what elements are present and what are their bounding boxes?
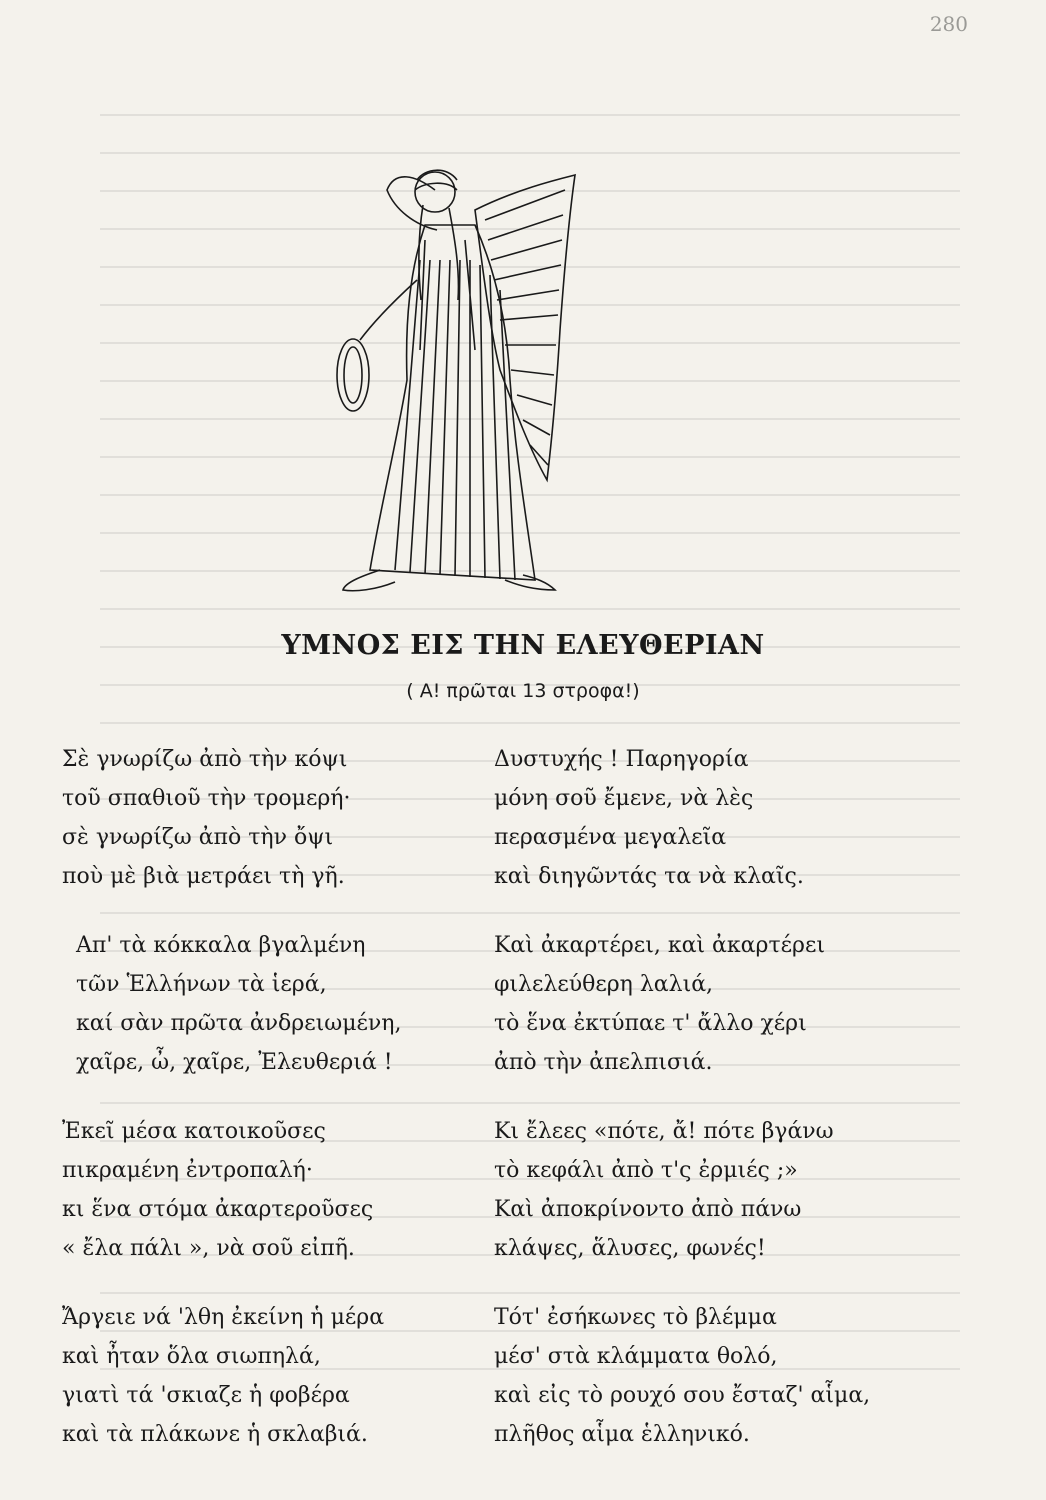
verse-line: Σὲ γνωρίζω ἀπὸ τὴν κόψι [62, 747, 348, 772]
left-column [62, 740, 482, 1484]
stanza [494, 1112, 934, 1268]
stanza [62, 1112, 482, 1268]
verse-line: κλάψες, ἅλυσες, φωνές! [494, 1236, 766, 1261]
verse-line: γιατὶ τά 'σκιαζε ἡ φοβέρα [62, 1383, 350, 1408]
verse-line: ποὺ μὲ βιὰ μετράει τὴ γῆ. [62, 864, 345, 889]
verse-line: Καὶ ἀκαρτέρει, καὶ ἀκαρτέρει [494, 933, 825, 958]
verse-line: τοῦ σπαθιοῦ τὴν τρομερή· [62, 786, 351, 811]
verse-line: σὲ γνωρίζω ἀπὸ τὴν ὄψι [62, 825, 334, 850]
verse-line: Ἄργειε νά 'λθη ἐκείνη ἡ μέρα [62, 1305, 385, 1330]
verse-line: καὶ εἰς τὸ ρουχό σου ἔσταζ' αἷμα, [494, 1383, 871, 1408]
verse-line: « ἔλα πάλι », νὰ σοῦ εἰπῆ. [62, 1236, 355, 1261]
verse-line: φιλελεύθερη λαλιά, [494, 972, 714, 997]
verse-line: Απ' τὰ κόκκαλα βγαλμένη [76, 933, 366, 958]
poem-title: ΥΜΝΟΣ ΕΙΣ ΤΗΝ ΕΛΕΥΘΕΡΙΑΝ [281, 630, 765, 661]
stanza [494, 1298, 934, 1454]
verse-line: περασμένα μεγαλεῖα [494, 825, 727, 850]
winged-victory-illustration [325, 150, 595, 610]
verse-line: πικραμένη ἐντροπαλή· [62, 1158, 313, 1183]
verse-line: Καὶ ἀποκρίνοντο ἀπὸ πάνω [494, 1197, 802, 1222]
verse-line: Τότ' ἐσήκωνες τὸ βλέμμα [494, 1305, 777, 1330]
verse-line: τὸ ἕνα ἐκτύπαε τ' ἄλλο χέρι [494, 1011, 807, 1036]
stanza [494, 926, 934, 1082]
verse-line: Κι ἔλεες «πότε, ἄ! πότε βγάνω [494, 1119, 834, 1144]
verse-line: Ἐκεῖ μέσα κατοικοῦσες [62, 1119, 326, 1144]
verse-line: καὶ διηγῶντάς τα νὰ κλαῖς. [494, 864, 804, 889]
verse-line: χαῖρε, ὦ, χαῖρε, Ἐλευθεριά ! [76, 1050, 393, 1075]
verse-line: Δυστυχής ! Παρηγορία [494, 747, 749, 772]
verse-line: πλῆθος αἷμα ἑλληνικό. [494, 1422, 750, 1447]
verse-line: τὸ κεφάλι ἀπὸ τ'ς ἐρμιές ;» [494, 1158, 798, 1183]
verse-line: καί σὰν πρῶτα ἀνδρειωμένη, [76, 1011, 402, 1036]
verse-line: καὶ τὰ πλάκωνε ἡ σκλαβιά. [62, 1422, 368, 1447]
poem-subtitle: ( Α! πρῶται 13 στροφα!) [406, 680, 640, 702]
verse-line: καὶ ἦταν ὅλα σιωπηλά, [62, 1344, 321, 1369]
verse-line: μόνη σοῦ ἔμενε, νὰ λὲς [494, 786, 754, 811]
verse-line: μέσ' στὰ κλάμματα θολό, [494, 1344, 778, 1369]
verse-line: τῶν Ἑλλήνων τὰ ἱερά, [76, 972, 327, 997]
stanza [62, 740, 482, 896]
stanza [494, 740, 934, 896]
verse-line: κι ἕνα στόμα ἀκαρτεροῦσες [62, 1197, 374, 1222]
verse-line: ἀπὸ τὴν ἀπελπισιά. [494, 1050, 713, 1075]
stanza [62, 926, 482, 1082]
stanza [62, 1298, 482, 1454]
right-column [494, 740, 934, 1484]
page-number: 280 [929, 12, 968, 36]
